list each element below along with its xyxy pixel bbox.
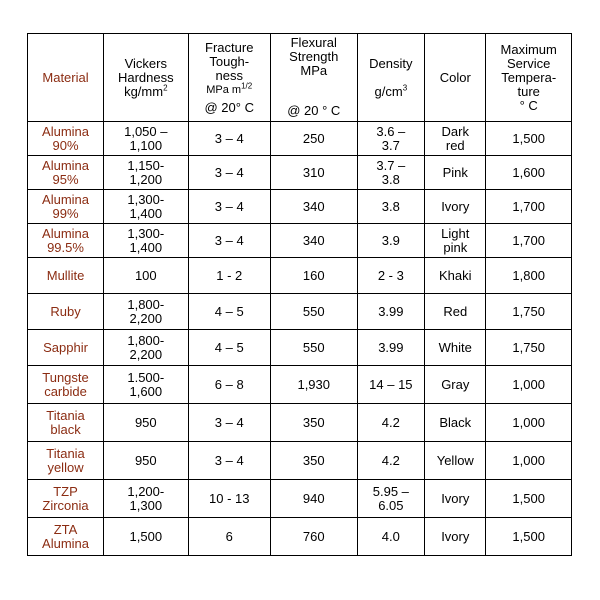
table-row <box>28 224 572 258</box>
header-fracture: Fracture Tough- ness MPa $m^{1/2}$ @ 20° C <box>188 34 270 122</box>
cell-flexural-value: 350 <box>302 452 325 468</box>
cell-flexural <box>270 442 357 480</box>
cell-maxtemp-value: 1,750 <box>512 339 545 355</box>
table-row <box>28 258 572 294</box>
cell-density-line: 4.2 <box>381 414 400 430</box>
header-flexural: Flexural Strength MPa @ 20 ° C <box>270 34 357 122</box>
cell-color <box>425 366 486 404</box>
cell-flexural <box>270 122 357 156</box>
cell-flexural-value: 940 <box>302 490 325 506</box>
cell-flexural-value: 550 <box>302 339 325 355</box>
cell-maxtemp <box>486 122 572 156</box>
cell-fracture-value: 6 – 8 <box>214 376 244 392</box>
cell-density <box>357 122 425 156</box>
cell-vickers-line: 1,800- <box>127 296 165 312</box>
cell-vickers <box>104 156 189 190</box>
cell-fracture-value: 3 – 4 <box>214 414 244 430</box>
cell-color <box>425 518 486 556</box>
cell-vickers-line: 1,050 – <box>124 123 168 139</box>
cell-color-line: Pink <box>442 164 468 180</box>
cell-flexural-value: 350 <box>302 414 325 430</box>
cell-maxtemp-value: 1,500 <box>512 130 545 146</box>
cell-maxtemp <box>486 156 572 190</box>
cell-density-line: 3.8 <box>381 171 400 187</box>
cell-vickers-line: 2,200 <box>129 346 163 362</box>
table-row <box>28 156 572 190</box>
cell-material-line: Alumina <box>42 191 89 207</box>
cell-maxtemp <box>486 442 572 480</box>
cell-vickers-line: 1,200 <box>129 171 163 187</box>
cell-fracture <box>188 404 270 442</box>
cell-vickers <box>104 404 189 442</box>
cell-material <box>28 404 104 442</box>
cell-vickers <box>104 224 189 258</box>
header-density: Density $g/cm^3$ <box>357 34 425 122</box>
cell-material-line: Titania <box>46 407 85 423</box>
cell-flexural <box>270 404 357 442</box>
cell-fracture-value: 4 – 5 <box>214 303 244 319</box>
cell-vickers <box>104 122 189 156</box>
cell-material <box>28 122 104 156</box>
cell-color <box>425 442 486 480</box>
cell-maxtemp-value: 1,000 <box>512 376 545 392</box>
cell-fracture <box>188 190 270 224</box>
cell-material-line: 99% <box>52 205 79 221</box>
cell-fracture <box>188 122 270 156</box>
cell-maxtemp-value: 1,000 <box>512 414 545 430</box>
cell-flexural-value: 310 <box>302 164 325 180</box>
cell-maxtemp-value: 1,500 <box>512 490 545 506</box>
cell-material <box>28 258 104 294</box>
header-vickers: Vickers Hardness $kg/mm^2$ <box>104 34 189 122</box>
cell-material-line: Alumina <box>42 123 89 139</box>
cell-material-line: Alumina <box>42 535 89 551</box>
cell-vickers <box>104 442 189 480</box>
cell-fracture <box>188 294 270 330</box>
cell-color <box>425 224 486 258</box>
cell-density-line: 3.7 <box>381 137 400 153</box>
cell-material-line: Sapphir <box>43 339 88 355</box>
cell-color <box>425 122 486 156</box>
cell-vickers-line: 1,100 <box>129 137 163 153</box>
cell-color-line: Dark <box>441 123 469 139</box>
cell-flexural-value: 760 <box>302 528 325 544</box>
cell-fracture-value: 3 – 4 <box>214 232 244 248</box>
cell-material-line: 95% <box>52 171 79 187</box>
cell-density-line: 4.2 <box>381 452 400 468</box>
cell-maxtemp <box>486 330 572 366</box>
cell-flexural <box>270 294 357 330</box>
table-row <box>28 518 572 556</box>
cell-fracture <box>188 442 270 480</box>
cell-density <box>357 480 425 518</box>
cell-maxtemp <box>486 480 572 518</box>
cell-color <box>425 190 486 224</box>
cell-vickers-line: 1,150- <box>127 157 165 173</box>
cell-material-line: 90% <box>52 137 79 153</box>
cell-color-line: pink <box>443 239 468 255</box>
cell-density <box>357 294 425 330</box>
cell-material-line: Alumina <box>42 225 89 241</box>
cell-vickers <box>104 366 189 404</box>
cell-color-line: White <box>438 339 472 355</box>
cell-fracture <box>188 480 270 518</box>
cell-material <box>28 294 104 330</box>
cell-color <box>425 156 486 190</box>
cell-fracture-value: 3 – 4 <box>214 452 244 468</box>
cell-color-line: Ivory <box>441 490 470 506</box>
cell-maxtemp-value: 1,000 <box>512 452 545 468</box>
cell-maxtemp-value: 1,700 <box>512 232 545 248</box>
cell-color-line: Gray <box>441 376 470 392</box>
cell-color <box>425 330 486 366</box>
table-row <box>28 294 572 330</box>
cell-flexural-value: 250 <box>302 130 325 146</box>
cell-density-line: 4.0 <box>381 528 400 544</box>
cell-material-line: Zirconia <box>42 497 89 513</box>
cell-fracture <box>188 224 270 258</box>
cell-flexural-value: 340 <box>302 232 325 248</box>
cell-vickers-line: 1,800- <box>127 332 165 348</box>
cell-density <box>357 258 425 294</box>
cell-maxtemp <box>486 258 572 294</box>
cell-density <box>357 518 425 556</box>
cell-material-line: Titania <box>46 445 85 461</box>
cell-material <box>28 366 104 404</box>
cell-density <box>357 190 425 224</box>
cell-fracture <box>188 518 270 556</box>
cell-density <box>357 224 425 258</box>
cell-vickers-line: 1.500- <box>127 369 165 385</box>
cell-color-line: Light <box>441 225 470 241</box>
cell-material-line: Alumina <box>42 157 89 173</box>
cell-fracture-value: 3 – 4 <box>214 164 244 180</box>
cell-vickers-line: 1,300 <box>129 497 163 513</box>
cell-color-line: Ivory <box>441 528 470 544</box>
cell-flexural <box>270 258 357 294</box>
cell-density-line: 3.99 <box>378 303 404 319</box>
cell-fracture-value: 3 – 4 <box>214 198 244 214</box>
table-row <box>28 366 572 404</box>
cell-material-line: black <box>50 421 81 437</box>
cell-flexural <box>270 156 357 190</box>
cell-maxtemp-value: 1,800 <box>512 267 545 283</box>
cell-flexural-value: 1,930 <box>297 376 331 392</box>
table-row <box>28 404 572 442</box>
cell-color-line: Khaki <box>439 267 472 283</box>
cell-fracture-value: 1 - 2 <box>216 267 243 283</box>
cell-flexural <box>270 190 357 224</box>
ceramics-properties-table <box>27 33 572 556</box>
cell-fracture-value: 10 - 13 <box>209 490 250 506</box>
cell-density-line: 3.7 – <box>376 157 406 173</box>
cell-flexural <box>270 224 357 258</box>
cell-fracture-value: 6 <box>225 528 233 544</box>
cell-density <box>357 366 425 404</box>
cell-material <box>28 518 104 556</box>
table-row <box>28 480 572 518</box>
cell-maxtemp <box>486 366 572 404</box>
cell-maxtemp <box>486 224 572 258</box>
cell-color <box>425 294 486 330</box>
cell-vickers-line: 1,400 <box>129 205 163 221</box>
cell-vickers-line: 1,300- <box>127 191 165 207</box>
header-row <box>28 34 572 122</box>
cell-material-line: Tungste <box>42 369 89 385</box>
cell-vickers-line: 1,600 <box>129 383 163 399</box>
cell-vickers <box>104 190 189 224</box>
cell-maxtemp-value: 1,750 <box>512 303 545 319</box>
cell-material <box>28 156 104 190</box>
cell-vickers-line: 1,200- <box>127 483 165 499</box>
cell-color-line: Yellow <box>436 452 474 468</box>
cell-color-line: Red <box>443 303 468 319</box>
cell-color-line: Ivory <box>441 198 470 214</box>
cell-material-line: Mullite <box>46 267 85 283</box>
cell-fracture-value: 4 – 5 <box>214 339 244 355</box>
table-row <box>28 122 572 156</box>
cell-density <box>357 442 425 480</box>
cell-maxtemp <box>486 190 572 224</box>
cell-vickers-line: 2,200 <box>129 310 163 326</box>
cell-material <box>28 190 104 224</box>
cell-material-line: 99.5% <box>47 239 84 255</box>
cell-density-line: 3.99 <box>378 339 404 355</box>
cell-vickers <box>104 258 189 294</box>
cell-fracture <box>188 330 270 366</box>
header-color: Color <box>425 34 486 122</box>
cell-maxtemp-value: 1,500 <box>512 528 545 544</box>
cell-flexural <box>270 480 357 518</box>
cell-maxtemp <box>486 404 572 442</box>
cell-material <box>28 224 104 258</box>
table-row <box>28 190 572 224</box>
cell-color <box>425 404 486 442</box>
cell-color <box>425 480 486 518</box>
table-row <box>28 330 572 366</box>
cell-vickers-line: 1,400 <box>129 239 163 255</box>
cell-flexural <box>270 330 357 366</box>
cell-vickers <box>104 480 189 518</box>
cell-density <box>357 404 425 442</box>
cell-maxtemp-value: 1,600 <box>512 164 545 180</box>
cell-color-line: red <box>445 137 465 153</box>
cell-material <box>28 330 104 366</box>
cell-flexural-value: 160 <box>302 267 325 283</box>
cell-material-line: Ruby <box>50 303 81 319</box>
cell-flexural-value: 340 <box>302 198 325 214</box>
cell-density-line: 5.95 – <box>372 483 409 499</box>
cell-density-line: 3.6 – <box>376 123 406 139</box>
cell-material <box>28 480 104 518</box>
cell-vickers-line: 1,500 <box>129 528 163 544</box>
cell-flexural-value: 550 <box>302 303 325 319</box>
cell-maxtemp <box>486 518 572 556</box>
cell-maxtemp-value: 1,700 <box>512 198 545 214</box>
cell-fracture <box>188 258 270 294</box>
cell-vickers <box>104 294 189 330</box>
cell-material-line: carbide <box>44 383 87 399</box>
cell-material-line: ZTA <box>53 521 78 537</box>
cell-maxtemp <box>486 294 572 330</box>
cell-density-line: 3.8 <box>381 198 400 214</box>
cell-density-line: 6.05 <box>378 497 404 513</box>
cell-fracture-value: 3 – 4 <box>214 130 244 146</box>
cell-density <box>357 330 425 366</box>
cell-material-line: TZP <box>53 483 78 499</box>
cell-density <box>357 156 425 190</box>
cell-material-line: yellow <box>47 459 84 475</box>
cell-vickers <box>104 518 189 556</box>
cell-color <box>425 258 486 294</box>
cell-vickers-line: 950 <box>134 452 157 468</box>
cell-flexural <box>270 366 357 404</box>
header-material: Material <box>28 34 104 122</box>
cell-vickers <box>104 330 189 366</box>
cell-vickers-line: 950 <box>134 414 157 430</box>
cell-color-line: Black <box>439 414 472 430</box>
cell-fracture <box>188 156 270 190</box>
table-row <box>28 442 572 480</box>
cell-flexural <box>270 518 357 556</box>
cell-density-line: 3.9 <box>381 232 400 248</box>
cell-material <box>28 442 104 480</box>
cell-density-line: 2 - 3 <box>377 267 404 283</box>
header-maxtemp: Maximum Service Tempera- ture ° C <box>486 34 572 122</box>
cell-vickers-line: 100 <box>134 267 157 283</box>
cell-vickers-line: 1,300- <box>127 225 165 241</box>
cell-fracture <box>188 366 270 404</box>
cell-density-line: 14 – 15 <box>369 376 413 392</box>
